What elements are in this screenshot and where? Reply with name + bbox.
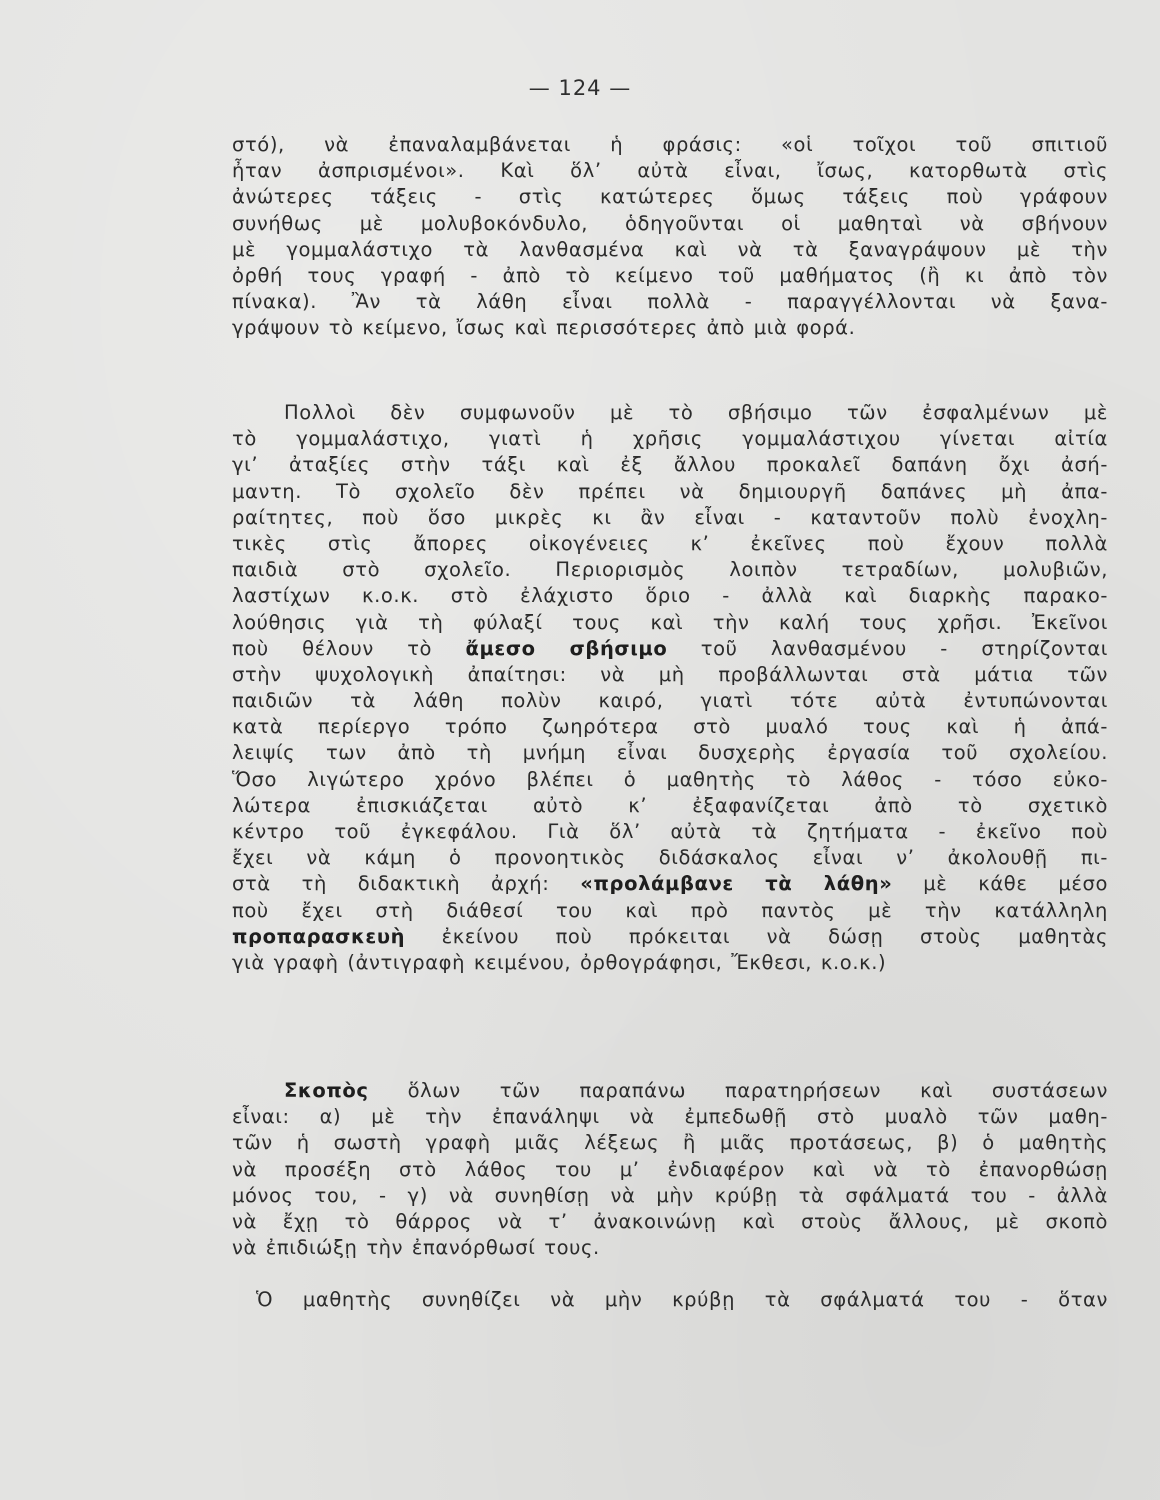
text-line: Πολλοὶ δὲν συμφωνοῦν μὲ τὸ σβήσιμο τῶν ἐσφαλμένων μὲ — [284, 401, 1108, 424]
text-line: ἔχει νὰ κάμη ὁ προνοητικὸς διδάσκαλος εἶναι ν’ ἀκολουθῇ πι- — [232, 846, 1108, 870]
text-line: συνήθως μὲ μολυβοκόνδυλο, ὁδηγοῦνται οἱ μαθηταὶ νὰ σβήνουν — [232, 211, 1108, 235]
text-line: στό), νὰ ἐπαναλαμβάνεται ἡ φράσις: «οἱ τοῖχοι τοῦ σπιτιοῦ — [232, 133, 1108, 156]
text-line: πίνακα). Ἂν τὰ λάθη εἶναι πολλὰ - παραγγέλλονται νὰ ξανα- — [232, 290, 1108, 314]
page-number: — 124 — — [528, 76, 632, 100]
text-line: λειψίς των ἀπὸ τὴ μνήμη εἶναι δυσχερὴς ἐργασία τοῦ σχολείου. — [232, 741, 1108, 765]
text-line: γιὰ γραφὴ (ἀντιγραφὴ κειμένου, ὀρθογράφησι, Ἔκθεσι, κ.ο.κ.) — [232, 950, 887, 974]
text-line: νὰ προσέξη στὸ λάθος του μ’ ἐνδιαφέρον καὶ νὰ τὸ ἐπανορθώσῃ — [232, 1157, 1108, 1181]
text-line: ραίτητες, ποὺ ὅσο μικρὲς κι ἂν εἶναι - καταντοῦν πολὺ ἐνοχλη- — [232, 505, 1108, 529]
text-line-with-emphasis — [232, 924, 1108, 950]
text-line: γράψουν τὸ κείμενο, ἴσως καὶ περισσότερες ἀπὸ μιὰ φορά. — [232, 316, 856, 340]
text-line-with-emphasis — [232, 1078, 1108, 1104]
paragraph-4 — [232, 1287, 1108, 1313]
text-segment: ἐκείνου ποὺ πρόκειται νὰ δώσῃ στοὺς μαθητὰς — [405, 924, 1108, 948]
emphasis-text: ἄμεσο σβήσιμο — [465, 636, 668, 660]
text-line: κατὰ περίεργο τρόπο ζωηρότερα στὸ μυαλό τους καὶ ἡ ἀπά- — [232, 715, 1108, 739]
text-line: ὀρθή τους γραφή - ἀπὸ τὸ κείμενο τοῦ μαθήματος (ἢ κι ἀπὸ τὸν — [232, 263, 1108, 287]
text-segment: μὲ κάθε μέσο — [892, 872, 1108, 896]
emphasis-text: Σκοπὸς — [284, 1079, 369, 1102]
text-line-with-emphasis — [232, 636, 1108, 662]
text-segment: τοῦ λανθασμένου - στηρίζονται — [667, 636, 1108, 660]
text-line: παιδιὰ στὸ σχολεῖο. Περιορισμὸς λοιπὸν τετραδίων, μολυβιῶν, — [232, 558, 1108, 582]
text-line: κέντρο τοῦ ἐγκεφάλου. Γιὰ ὅλ’ αὐτὰ τὰ ζητήματα - ἐκεῖνο ποὺ — [232, 820, 1108, 843]
text-line: ἦταν ἀσπρισμένοι». Καὶ ὅλ’ αὐτὰ εἶναι, ἴσως, κατορθωτὰ στὶς — [232, 159, 1108, 183]
text-segment: ὅλων τῶν παραπάνω παρατηρήσεων καὶ συστάσεων — [368, 1079, 1108, 1102]
text-line-with-emphasis — [232, 871, 1108, 897]
paragraph-2 — [232, 400, 1108, 976]
text-line: λούθησις γιὰ τὴ φύλαξί τους καὶ τὴν καλή τους χρῆσι. Ἐκεῖνοι — [232, 610, 1108, 634]
text-line: λώτερα ἐπισκιάζεται αὐτὸ κ’ ἐξαφανίζεται ἀπὸ τὸ σχετικὸ — [232, 793, 1108, 817]
text-line: ἀνώτερες τάξεις - στὶς κατώτερες ὅμως τάξεις ποὺ γράφουν — [232, 185, 1108, 209]
text-line: παιδιῶν τὰ λάθη πολὺν καιρό, γιατὶ τότε αὐτὰ ἐντυπώνονται — [232, 689, 1108, 713]
text-line: στὴν ψυχολογικὴ ἀπαίτησι: νὰ μὴ προβάλλωνται στὰ μάτια τῶν — [232, 662, 1108, 686]
text-line: λαστίχων κ.ο.κ. στὸ ἐλάχιστο ὅριο - ἀλλὰ καὶ διαρκὴς παρακο- — [232, 584, 1108, 608]
text-line: τὸ γομμαλάστιχο, γιατὶ ἡ χρῆσις γομμαλάστιχου γίνεται αἰτία — [232, 427, 1108, 451]
text-line: μὲ γομμαλάστιχο τὰ λανθασμένα καὶ νὰ τὰ ξαναγράψουν μὲ τὴν — [232, 237, 1108, 261]
text-line: Ὅσο λιγώτερο χρόνο βλέπει ὁ μαθητὴς τὸ λάθος - τόσο εὐκο- — [232, 767, 1108, 791]
text-line: τικὲς στὶς ἄπορες οἰκογένειες κ’ ἐκεῖνες ποὺ ἔχουν πολλὰ — [232, 531, 1108, 555]
paragraph-3 — [232, 1078, 1108, 1261]
text-segment: στὰ τὴ διδακτικὴ ἀρχή: — [232, 872, 581, 896]
text-line: γι’ ἀταξίες στὴν τάξι καὶ ἐξ ἄλλου προκαλεῖ δαπάνη ὄχι ἀσή- — [232, 453, 1108, 477]
text-line: εἶναι: α) μὲ τὴν ἐπανάληψι νὰ ἐμπεδωθῇ στὸ μυαλὸ τῶν μαθη- — [232, 1105, 1108, 1129]
text-line: νὰ ἔχῃ τὸ θάρρος νὰ τ’ ἀνακοινώνῃ καὶ στοὺς ἄλλους, μὲ σκοπὸ — [232, 1209, 1108, 1233]
text-line: ποὺ ἔχει στὴ διάθεσί του καὶ πρὸ παντὸς μὲ τὴν κατάλληλη — [232, 898, 1108, 922]
text-line: μόνος του, - γ) νὰ συνηθίσῃ νὰ μὴν κρύβῃ τὰ σφάλματά του - ἀλλὰ — [232, 1183, 1108, 1207]
text-line: Ὁ μαθητὴς συνηθίζει νὰ μὴν κρύβῃ τὰ σφάλματά του - ὅταν — [256, 1288, 1108, 1311]
text-line: τῶν ἡ σωστὴ γραφὴ μιᾶς λέξεως ἢ μιᾶς προτάσεως, β) ὁ μαθητὴς — [232, 1131, 1108, 1155]
emphasis-text: «προλάμβανε τὰ λάθη» — [580, 872, 893, 896]
text-line: νὰ ἐπιδιώξῃ τὴν ἐπανόρθωσί τους. — [232, 1236, 600, 1260]
emphasis-text: προπαρασκευὴ — [232, 924, 406, 948]
text-line: μαντη. Τὸ σχολεῖο δὲν πρέπει νὰ δημιουργῆ δαπάνες μὴ ἀπα- — [232, 479, 1108, 503]
paragraph-1 — [232, 132, 1108, 342]
text-segment: ποὺ θέλουν τὸ — [232, 636, 466, 660]
